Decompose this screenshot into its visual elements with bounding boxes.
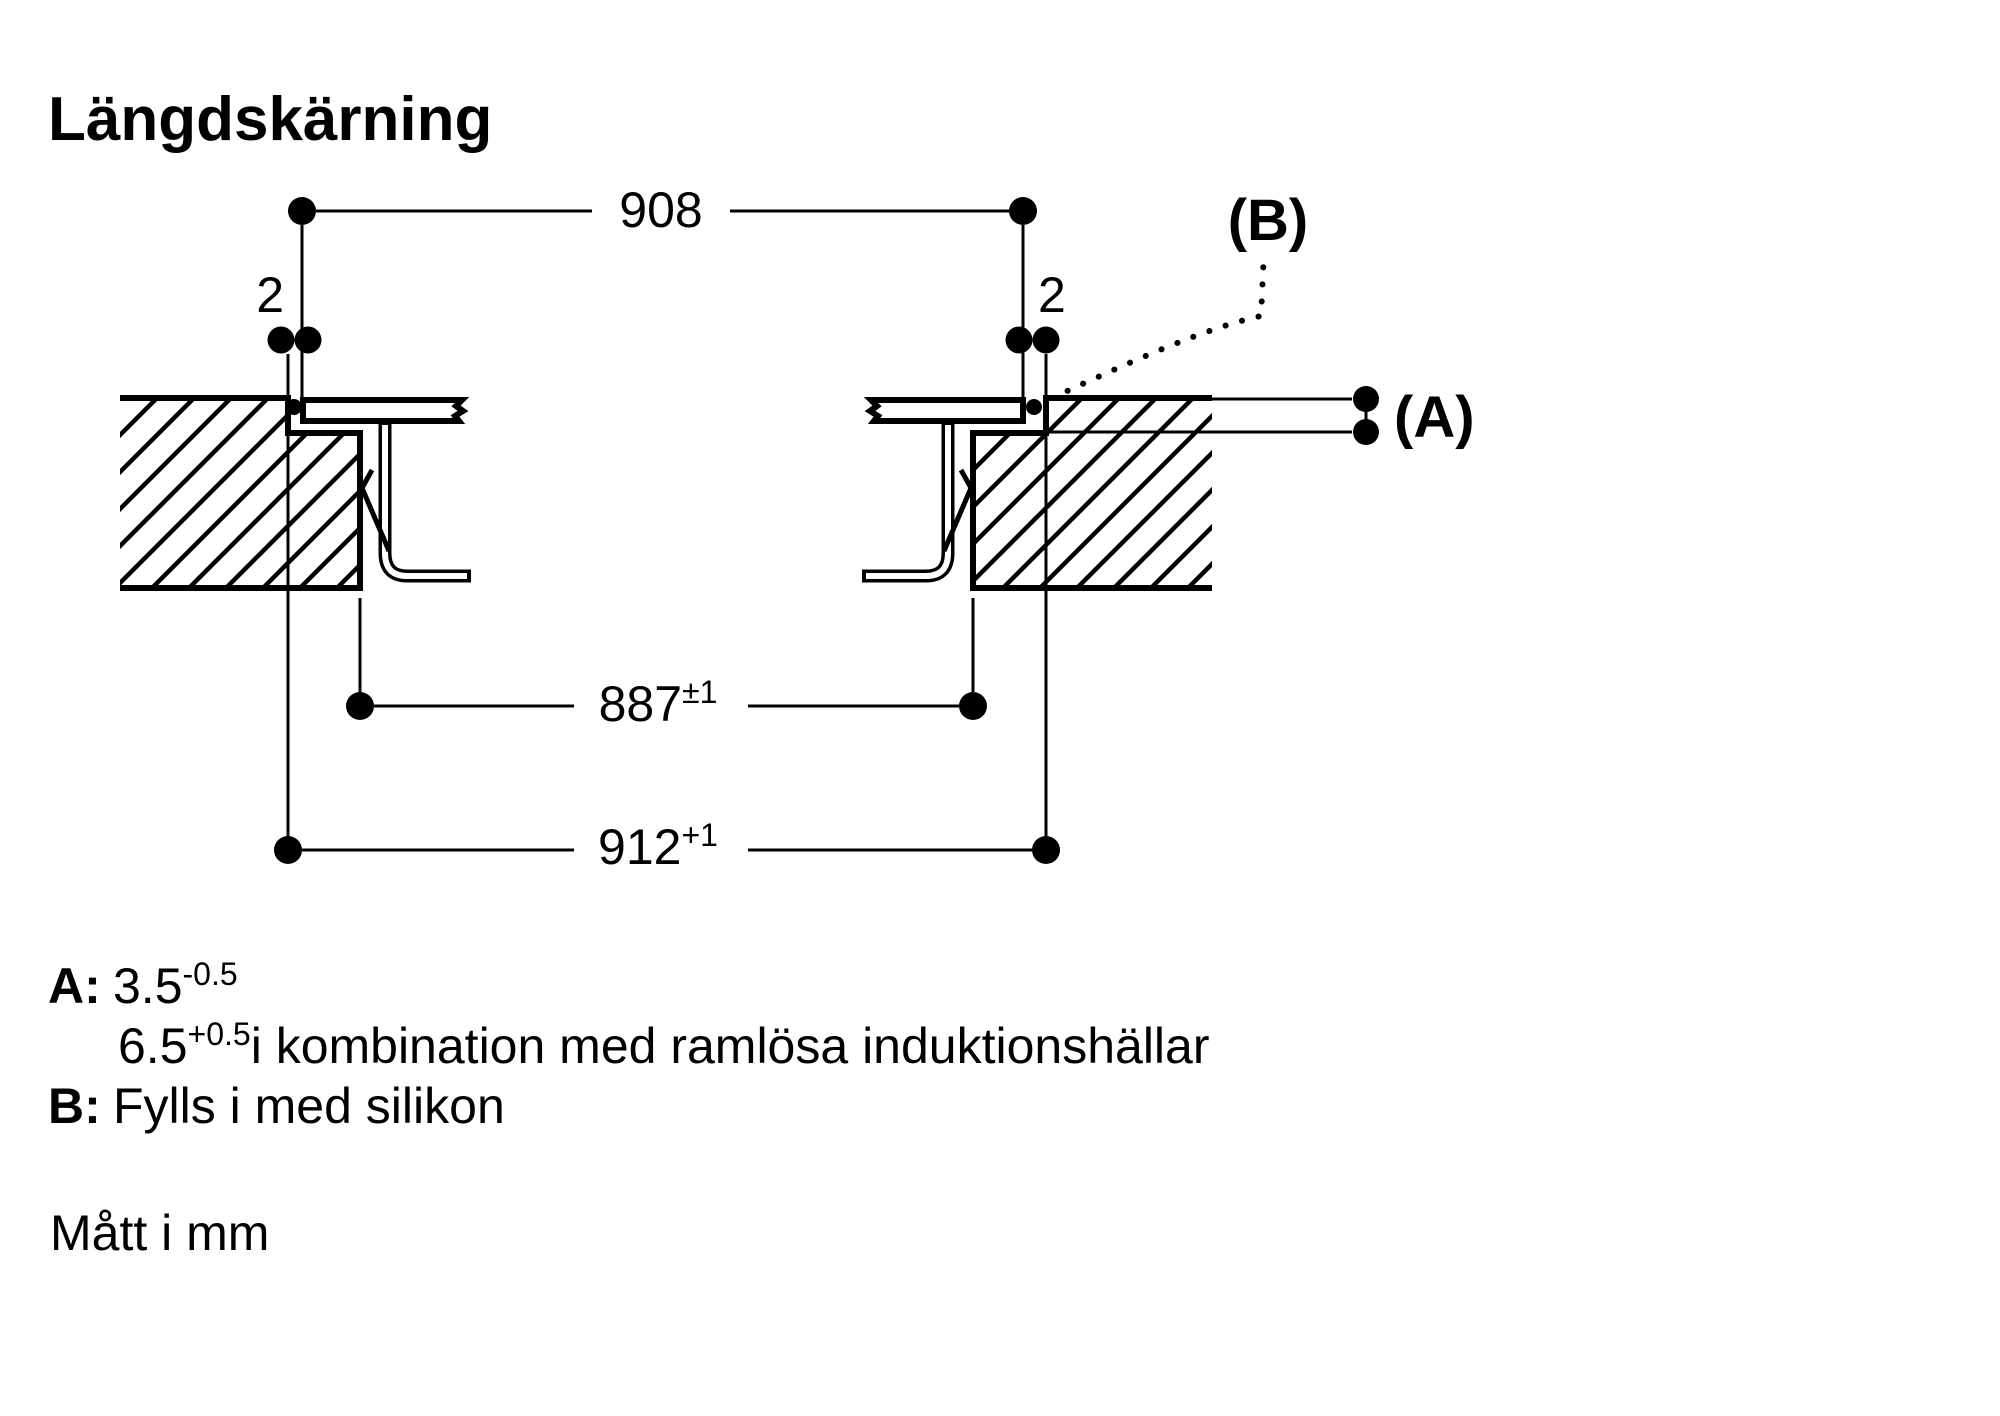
hob-glass-right bbox=[870, 400, 1023, 421]
note-b bbox=[48, 1078, 505, 1134]
dimension-endpoint-dot bbox=[959, 692, 987, 720]
gap-label-right: 2 bbox=[1038, 267, 1066, 323]
note-b-text: Fylls i med silikon bbox=[113, 1078, 505, 1134]
note-b-key: B: bbox=[48, 1078, 101, 1134]
dimension-label-908: 908 bbox=[619, 182, 703, 238]
silicone-gap-dot-right bbox=[1026, 399, 1042, 415]
dimension-endpoint-dot bbox=[288, 197, 316, 225]
gap-dot bbox=[1006, 327, 1033, 354]
dimension-endpoint-dot bbox=[274, 836, 302, 864]
gap-label-left: 2 bbox=[256, 267, 284, 323]
gap-dot bbox=[268, 327, 295, 354]
gap-dot bbox=[295, 327, 322, 354]
callout-a-dot-bottom bbox=[1353, 419, 1379, 445]
dimension-endpoint-dot bbox=[346, 692, 374, 720]
page-title: Längdskärning bbox=[48, 85, 493, 154]
dimension-endpoint-dot bbox=[1032, 836, 1060, 864]
units-note: Mått i mm bbox=[50, 1205, 270, 1261]
hob-glass-left bbox=[303, 400, 463, 421]
callout-label-a: (A) bbox=[1394, 385, 1475, 450]
dimension-label-912: $912^{+1}$ bbox=[598, 817, 718, 875]
callout-a-dot-top bbox=[1353, 386, 1379, 412]
gap-dot bbox=[1033, 327, 1060, 354]
note-a-line1: 3.5$^{-0.5}$ bbox=[113, 956, 238, 1014]
note-a-key: A: bbox=[48, 958, 101, 1014]
dimension-label-887: $887^{\pm 1}$ bbox=[598, 674, 718, 732]
note-a-line2: 6.5$^{+0.5}$i kombination med ramlösa induktionshällar bbox=[118, 1016, 1210, 1074]
callout-label-b: (B) bbox=[1227, 188, 1309, 253]
silicone-gap-dot-left bbox=[286, 399, 302, 415]
dimension-endpoint-dot bbox=[1009, 197, 1037, 225]
